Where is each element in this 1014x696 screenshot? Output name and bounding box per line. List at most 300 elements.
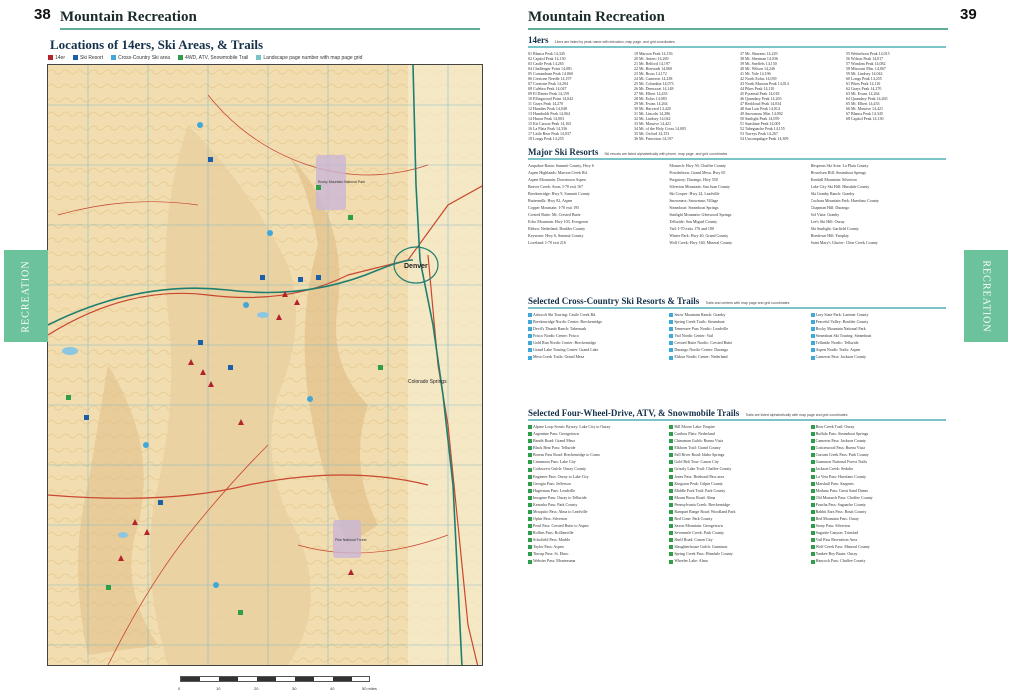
list-item <box>528 509 663 514</box>
list-item-text: Telluride Nordic: Telluride <box>815 340 859 346</box>
list-item <box>669 198 804 203</box>
list-item-text: 18 Longs Peak 14,255 <box>528 136 564 141</box>
trail-marker-icon <box>669 531 673 535</box>
trail-marker-icon <box>811 460 815 464</box>
list-item-text: 11 Grays Peak 14,270 <box>528 101 564 106</box>
trail-marker-icon <box>811 327 815 331</box>
list-item <box>528 354 663 359</box>
list-item <box>669 530 804 535</box>
section-columns <box>528 312 946 362</box>
trail-marker-icon <box>528 552 532 556</box>
list-item <box>528 438 663 443</box>
list-item-text: Gunnison National Forest Trails <box>815 459 868 465</box>
trail-marker-icon <box>669 425 673 429</box>
list-item-text: 45 Pyramid Peak 14,018 <box>740 91 780 96</box>
list-item-text: 42 North Eolus 14,039 <box>740 76 777 81</box>
list-item-text: 61 Pikes Peak 14,110 <box>846 81 881 86</box>
text-column <box>528 163 663 247</box>
trail-marker-icon <box>528 531 532 535</box>
list-item-text: Old Monarch Pass: Chaffee County <box>815 494 873 500</box>
trail-marker-icon <box>669 334 673 338</box>
list-item-text: Taylor Pass: Aspen <box>533 544 564 550</box>
list-item <box>811 431 946 436</box>
list-item <box>669 466 804 471</box>
list-item-text: 09 El Diente Peak 14,159 <box>528 91 569 96</box>
list-item-text: Crested Butte: Mt. Crested Butte <box>528 212 581 217</box>
list-item-text: Mount Bross Road: Alma <box>674 494 716 500</box>
map-label-denver: Denver <box>404 263 428 270</box>
list-item <box>811 212 946 217</box>
section-header <box>528 147 946 160</box>
list-item-text: 02 Capitol Peak 14,130 <box>528 56 566 61</box>
trail-marker-icon <box>528 482 532 486</box>
list-item <box>811 523 946 528</box>
trail-marker-icon <box>669 453 673 457</box>
list-item-text: Gold Belt Tour: Canon City <box>674 459 719 465</box>
trail-marker-icon <box>811 341 815 345</box>
list-item-text: 13 Humboldt Peak 14,064 <box>528 111 570 116</box>
section-tab-left[interactable] <box>4 250 48 342</box>
list-item-text: 37 Mt. Shavano 14,229 <box>740 51 778 56</box>
section-14ers <box>528 35 946 139</box>
list-item-text: Shelf Road: Canon City <box>674 537 713 543</box>
list-item <box>528 537 663 542</box>
recreation-map[interactable] <box>47 64 483 666</box>
list-item <box>811 319 946 324</box>
list-item-text: 40 Mt. Wilson 14,246 <box>740 66 775 71</box>
section-heading: Selected Four-Wheel-Drive, ATV, & Snowmobile Trails <box>528 408 740 418</box>
section-heading: 14ers <box>528 35 549 45</box>
list-item <box>669 558 804 563</box>
list-item-text: 29 Mt. Evans 14,264 <box>634 101 668 106</box>
trail-marker-icon <box>528 460 532 464</box>
page-number-right: 39 <box>960 6 977 23</box>
legend-label: 4WD, ATV, Snowmobile Trail <box>185 55 249 61</box>
text-column <box>669 163 804 247</box>
list-item <box>669 516 804 521</box>
trail-marker-icon <box>669 538 673 542</box>
list-item-text: Saxon Mountain: Georgetown <box>674 523 723 529</box>
list-item-text: Hagerman Pass: Leadville <box>533 487 575 493</box>
list-item-text: Pearl Pass: Crested Butte to Aspen <box>533 523 589 529</box>
list-item-text: 49 Snowmass Mtn. 14,092 <box>740 111 783 116</box>
list-item <box>811 326 946 331</box>
legend-swatch-icon <box>256 55 261 60</box>
trail-marker-icon <box>528 524 532 528</box>
list-item-text: Medano Pass: Great Sand Dunes <box>815 487 869 493</box>
list-item-text: Sugarite Canyon: Trinidad <box>815 530 859 536</box>
list-item <box>811 516 946 521</box>
list-item <box>669 431 804 436</box>
map-heading: Locations of 14ers, Ski Areas, & Trails <box>50 37 264 52</box>
list-item-text: 64 Quandary Peak 14,265 <box>846 96 888 101</box>
list-item <box>811 198 946 203</box>
trail-marker-icon <box>528 356 532 360</box>
trail-marker-icon <box>669 552 673 556</box>
list-item-text: 55 Wetterhorn Peak 14,015 <box>846 51 890 56</box>
trail-marker-icon <box>811 560 815 564</box>
list-item-text: Jackson Creek: Sedalia <box>815 466 853 472</box>
trail-marker-icon <box>669 489 673 493</box>
list-item <box>669 312 804 317</box>
list-item <box>669 326 804 331</box>
list-item-text: Mosquito Pass: Alma to Leadville <box>533 508 588 514</box>
list-item <box>811 537 946 542</box>
list-item <box>634 136 734 141</box>
text-column <box>634 51 734 141</box>
list-item-text: Breckenridge Nordic Center: Breckenridge <box>533 319 602 325</box>
list-item <box>669 319 804 324</box>
trail-marker-icon <box>528 439 532 443</box>
legend-swatch-icon <box>111 55 116 60</box>
list-item <box>811 530 946 535</box>
list-item-text: 27 Mt. Elbert 14,433 <box>634 91 668 96</box>
trail-marker-icon <box>528 468 532 472</box>
list-item <box>811 424 946 429</box>
list-item <box>528 205 663 210</box>
section-4wd-trails <box>528 408 946 680</box>
list-item-text: Slaughterhouse Gulch: Gunnison <box>674 544 728 550</box>
list-item <box>669 233 804 238</box>
list-item <box>811 312 946 317</box>
list-item <box>846 116 946 121</box>
list-item-text: Hancock Pass: Chaffee County <box>815 558 866 564</box>
trail-marker-icon <box>811 320 815 324</box>
list-item <box>528 219 663 224</box>
trail-marker-icon <box>811 517 815 521</box>
list-item <box>811 354 946 359</box>
list-item <box>669 163 804 168</box>
legend-item <box>48 55 65 61</box>
list-item <box>528 177 663 182</box>
list-item <box>669 340 804 345</box>
title-rule-left <box>60 28 480 30</box>
list-item-text: Cottonwood Pass: Buena Vista <box>815 445 866 451</box>
map-label-springs: Colorado Springs <box>408 379 447 385</box>
section-cross-country <box>528 296 946 400</box>
list-item <box>669 438 804 443</box>
trail-marker-icon <box>528 475 532 479</box>
list-item <box>669 523 804 528</box>
list-item-text: Ski Sunlight: Garfield County <box>810 226 859 231</box>
list-item <box>669 177 804 182</box>
list-item <box>669 184 804 189</box>
list-item-text: 06 Crestone Needle 14,197 <box>528 76 572 81</box>
list-item-text: Gold Run Nordic Center: Breckenridge <box>533 340 597 346</box>
map-label-rmnp: Rocky Mountain National Park <box>318 180 366 184</box>
list-item-text: 38 Mt. Sherman 14,036 <box>740 56 778 61</box>
trail-marker-icon <box>811 496 815 500</box>
list-item-text: 57 Windom Peak 14,082 <box>846 61 886 66</box>
trail-marker-icon <box>528 496 532 500</box>
list-item <box>811 551 946 556</box>
list-item-text: Telluride: San Miguel County <box>669 219 718 224</box>
list-item <box>669 495 804 500</box>
list-item-text: Rampart Range Road: Woodland Park <box>674 508 736 514</box>
list-item <box>811 502 946 507</box>
list-item-text: 31 Mt. Lincoln 14,286 <box>634 111 671 116</box>
list-item <box>528 240 663 245</box>
trail-marker-icon <box>528 560 532 564</box>
section-header <box>528 296 946 309</box>
section-tab-right[interactable] <box>964 250 1008 342</box>
trail-marker-icon <box>811 552 815 556</box>
list-item-text: 36 Mt. Princeton 14,197 <box>634 136 673 141</box>
trail-marker-icon <box>669 468 673 472</box>
list-item <box>528 170 663 175</box>
list-item-text: Wolf Creek: Hwy 160, Mineral County <box>669 240 733 245</box>
trail-marker-icon <box>811 538 815 542</box>
list-item-text: Sol Vista: Granby <box>810 212 840 217</box>
list-item <box>811 452 946 457</box>
list-item <box>528 226 663 231</box>
list-item <box>528 198 663 203</box>
list-item-text: Red Mountain Pass: Ouray <box>815 516 859 522</box>
list-item <box>528 523 663 528</box>
list-item-text: Chapman Hill: Durango <box>810 205 850 210</box>
list-item-text: Sevenmile Creek: Park County <box>674 530 724 536</box>
list-item <box>528 452 663 457</box>
list-item-text: Cameron Pass: Jackson County <box>815 438 866 444</box>
list-item-text: Spring Creek Trails: Steamboat <box>674 319 725 325</box>
trail-marker-icon <box>669 524 673 528</box>
list-item <box>669 170 804 175</box>
list-item <box>528 530 663 535</box>
list-item-text: Saint Mary's Glacier: Clear Creek County <box>810 240 878 245</box>
list-item-text: Arapahoe Basin: Summit County, Hwy 6 <box>528 163 594 168</box>
list-item-text: Imogene Pass: Ouray to Telluride <box>533 494 587 500</box>
trail-marker-icon <box>669 496 673 500</box>
trail-marker-icon <box>811 348 815 352</box>
list-item-text: Fall River Road: Idaho Springs <box>674 452 725 458</box>
list-item-text: 19 Maroon Peak 14,156 <box>634 51 673 56</box>
trail-marker-icon <box>811 334 815 338</box>
trail-marker-icon <box>811 510 815 514</box>
list-item <box>811 184 946 189</box>
legend-swatch-icon <box>48 55 53 60</box>
list-item-text: La Veta Pass: Huerfano County <box>815 473 867 479</box>
list-item-text: Winter Park: Hwy 40, Grand County <box>669 233 729 238</box>
list-item-text: 68 Capitol Peak 14,130 <box>846 116 884 121</box>
scale-label: 20 <box>254 686 259 691</box>
text-column <box>811 312 946 362</box>
list-item-text: Crested Butte Nordic: Crested Butte <box>674 340 733 346</box>
list-item <box>528 163 663 168</box>
text-column <box>811 163 946 247</box>
trail-marker-icon <box>669 432 673 436</box>
list-item <box>811 445 946 450</box>
trail-marker-icon <box>811 468 815 472</box>
list-item-text: Engineer Pass: Ouray to Lake City <box>533 473 589 479</box>
list-item <box>669 488 804 493</box>
list-item-text: Sunlight Mountain: Glenwood Springs <box>669 212 732 217</box>
list-item <box>528 191 663 196</box>
trail-marker-icon <box>528 432 532 436</box>
trail-marker-icon <box>811 453 815 457</box>
list-item <box>528 347 663 352</box>
list-item-text: Currant Creek Pass: Park County <box>815 452 869 458</box>
list-item-text: 59 Mt. Lindsey 14,042 <box>846 71 883 76</box>
list-item-text: Yankee Boy Basin: Ouray <box>815 551 858 557</box>
list-item-text: Lake City Ski Hill: Hinsdale County <box>810 184 870 189</box>
trail-marker-icon <box>811 503 815 507</box>
list-item-text: Grizzly Lake Trail: Chaffee County <box>674 466 732 472</box>
list-item-text: 60 Longs Peak 14,255 <box>846 76 882 81</box>
legend-label: 14er <box>55 55 66 61</box>
list-item-text: Jones Pass: Berthoud Pass area <box>674 473 725 479</box>
list-item <box>669 205 804 210</box>
list-item-text: Marshall Pass: Sargents <box>815 480 854 486</box>
trail-marker-icon <box>528 334 532 338</box>
scale-label: 0 <box>178 686 181 691</box>
list-item-text: Kendall Mountain: Silverton <box>810 177 857 182</box>
list-item-text: Pennsylvania Creek: Breckenridge <box>674 501 730 507</box>
legend-item <box>178 55 248 61</box>
list-item-text: 03 Castle Peak 14,265 <box>528 61 564 66</box>
list-item-text: Breckenridge: Hwy 9, Summit County <box>528 191 590 196</box>
trail-marker-icon <box>669 313 673 317</box>
trail-marker-icon <box>811 432 815 436</box>
list-item <box>528 233 663 238</box>
list-item <box>669 347 804 352</box>
list-item-text: 15 Kit Carson Peak 14,165 <box>528 121 572 126</box>
list-item <box>669 459 804 464</box>
section-note: Trails and centers with map page and grid coordinates <box>705 301 790 305</box>
list-item <box>669 474 804 479</box>
list-item <box>528 551 663 556</box>
list-item-text: 58 Missouri Mtn. 14,067 <box>846 66 886 71</box>
list-item-text: Cinnamon Pass: Lake City <box>533 459 576 465</box>
trail-marker-icon <box>811 482 815 486</box>
list-item-text: Ophir Pass: Silverton <box>533 516 568 522</box>
list-item <box>528 319 663 324</box>
list-item-text: Kingston Peak: Gilpin County <box>674 480 723 486</box>
list-item <box>528 136 628 141</box>
list-item-text: Cuchara Mountain Park: Huerfano County <box>810 198 879 203</box>
section-heading: Selected Cross-Country Ski Resorts & Trails <box>528 296 700 306</box>
scale-label: 30 <box>292 686 297 691</box>
list-item-text: Monarch: Hwy 50, Chaffee County <box>669 163 727 168</box>
section-tab-label: RECREATION <box>980 259 992 333</box>
list-item <box>811 544 946 549</box>
list-item-text: 04 Challenger Point 14,081 <box>528 66 572 71</box>
list-item-text: 12 Handies Peak 14,048 <box>528 106 567 111</box>
list-item-text: 52 Tabeguache Peak 14,155 <box>740 126 785 131</box>
trail-marker-icon <box>669 560 673 564</box>
list-item-text: Corkscrew Gulch: Ouray County <box>533 466 586 472</box>
list-item-text: Tennessee Pass Nordic: Leadville <box>674 326 729 332</box>
list-item-text: 39 Mt. Sneffels 14,150 <box>740 61 777 66</box>
list-item-text: 24 Mt. Cameron 14,238 <box>634 76 673 81</box>
trail-marker-icon <box>669 446 673 450</box>
page-title-left: Mountain Recreation <box>60 9 197 25</box>
list-item-text: Vail Pass Recreation Area <box>815 537 858 543</box>
list-item <box>669 452 804 457</box>
section-header <box>528 408 946 421</box>
list-item-text: 47 Redcloud Peak 14,034 <box>740 101 782 106</box>
list-item-text: Ski Cooper: Hwy 24, Leadville <box>669 191 720 196</box>
list-item-text: Silverton Mountain: San Juan County <box>669 184 730 189</box>
map-legend <box>48 55 478 61</box>
list-item-text: Peaceful Valley: Boulder County <box>815 319 869 325</box>
legend-item <box>256 55 362 61</box>
list-item-text: Argentine Pass: Georgetown <box>533 431 579 437</box>
list-item <box>528 326 663 331</box>
trail-marker-icon <box>811 439 815 443</box>
list-item-text: Buffalo Pass: Steamboat Springs <box>815 431 869 437</box>
list-item-text: Aspen Nordic Trails: Aspen <box>815 347 861 353</box>
page-number-left: 38 <box>34 6 51 23</box>
list-item <box>811 219 946 224</box>
text-column <box>528 424 663 566</box>
list-item <box>669 537 804 542</box>
trail-marker-icon <box>811 425 815 429</box>
list-item <box>528 340 663 345</box>
list-item <box>528 495 663 500</box>
list-item <box>811 233 946 238</box>
list-item-text: Buttermilk: Hwy 82, Aspen <box>528 198 573 203</box>
list-item-text: Elkhorn Trail: Grand County <box>674 445 721 451</box>
text-column <box>811 424 946 566</box>
section-note: Ski resorts are listed alphabetically with phone, map page, and grid coordinates <box>604 152 728 156</box>
list-item-text: Purgatory: Durango, Hwy 550 <box>669 177 718 182</box>
list-item <box>528 502 663 507</box>
trail-marker-icon <box>669 503 673 507</box>
trail-marker-icon <box>811 531 815 535</box>
list-item <box>528 431 663 436</box>
section-columns <box>528 163 946 247</box>
scale-label: 50 miles <box>362 686 377 691</box>
trail-marker-icon <box>669 545 673 549</box>
list-item-text: 66 Mt. Massive 14,421 <box>846 106 883 111</box>
legend-swatch-icon <box>178 55 183 60</box>
list-item-text: Alpine Loop Scenic Byway: Lake City to Ouray <box>533 424 611 429</box>
list-item <box>811 488 946 493</box>
list-item <box>669 354 804 359</box>
list-item-text: 34 Mt. of the Holy Cross 14,005 <box>634 126 686 131</box>
list-item-text: Boreas Pass Road: Breckenridge to Como <box>533 452 601 458</box>
text-column <box>528 51 628 141</box>
list-item <box>528 516 663 521</box>
list-item-text: Vail: I-70 exits 176 and 180 <box>669 226 714 231</box>
list-item-text: 07 Crestone Peak 14,294 <box>528 81 568 86</box>
legend-label: Cross-Country Ski area <box>118 55 171 61</box>
scale-label: 40 <box>330 686 335 691</box>
list-item-text: Steamboat: Steamboat Springs <box>669 205 719 210</box>
list-item <box>528 184 663 189</box>
list-item <box>669 544 804 549</box>
list-item <box>528 481 663 486</box>
section-note: Trails are listed alphabetically with map page and grid coordinates <box>745 413 848 417</box>
text-column <box>740 51 840 141</box>
list-item <box>811 340 946 345</box>
legend-swatch-icon <box>73 55 78 60</box>
trail-marker-icon <box>528 503 532 507</box>
list-item <box>528 558 663 563</box>
trail-marker-icon <box>669 320 673 324</box>
trail-marker-icon <box>669 482 673 486</box>
list-item-text: Howelsen Hill: Steamboat Springs <box>810 170 867 175</box>
list-item-text: 53 Torreys Peak 14,267 <box>740 131 778 136</box>
list-item <box>811 474 946 479</box>
list-item-text: 46 Quandary Peak 14,265 <box>740 96 782 101</box>
list-item-text: 43 North Maroon Peak 14,014 <box>740 81 789 86</box>
list-item-text: Echo Mountain: Hwy 103, Evergreen <box>528 219 589 224</box>
section-columns <box>528 424 946 566</box>
list-item-text: 14 Huron Peak 14,003 <box>528 116 564 121</box>
list-item-text: 05 Conundrum Peak 14,060 <box>528 71 573 76</box>
list-item-text: Kenosha Pass: Park County <box>533 501 578 507</box>
